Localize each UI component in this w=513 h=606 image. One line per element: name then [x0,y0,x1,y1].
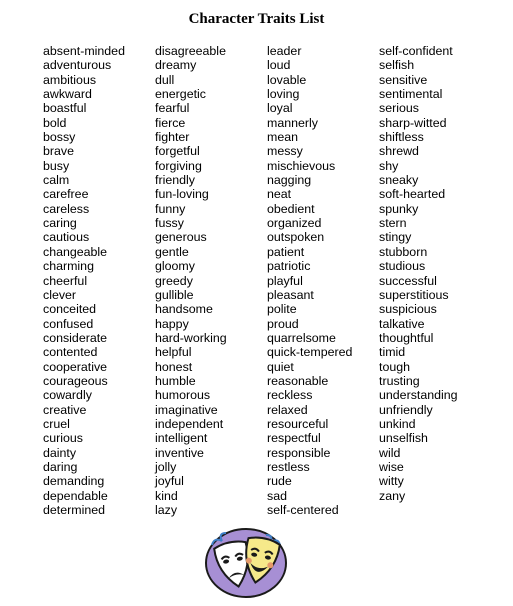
trait-item: leader [267,44,302,58]
trait-item: changeable [43,244,108,259]
trait-item: charming [43,259,94,274]
trait-item: forgetful [155,144,200,159]
trait-item: ambitious [43,72,97,87]
trait-item: sneaky [379,173,419,188]
trait-item: adventurous [43,58,112,73]
trait-item: fierce [155,115,186,130]
trait-item: proud [267,316,299,331]
trait-item: trusting [379,373,420,388]
trait-item: organized [267,216,322,231]
trait-item: clever [43,287,77,302]
trait-item: fearful [155,101,190,116]
trait-item: joyful [155,474,184,489]
trait-item: talkative [379,316,425,331]
trait-item: suspicious [379,302,437,317]
trait-item: unselfish [379,431,428,446]
trait-item: cooperative [43,359,108,374]
trait-item: dreamy [155,58,197,73]
trait-item: spunky [379,201,419,216]
trait-item: self-confident [379,44,453,58]
trait-item: fun-loving [155,187,209,202]
trait-item: friendly [155,173,195,188]
trait-item: generous [155,230,207,245]
trait-item: energetic [155,87,206,102]
trait-item: cowardly [43,388,92,403]
trait-item: conceited [43,302,97,317]
trait-item: sad [267,488,287,503]
trait-item: fighter [155,130,190,145]
trait-item: messy [267,144,303,159]
trait-item: neat [267,187,292,202]
trait-item: dainty [43,445,77,460]
trait-item: greedy [155,273,193,288]
trait-item: mean [267,130,298,145]
trait-item: patriotic [267,259,311,274]
trait-column-1 [43,44,125,517]
trait-item: nagging [267,173,312,188]
trait-item: selfish [379,58,415,73]
trait-item: inventive [155,445,204,460]
trait-item: helpful [155,345,192,360]
trait-item: shrewd [379,144,419,159]
trait-item: humble [155,373,196,388]
trait-column-2 [155,44,227,517]
trait-item: boastful [43,101,87,116]
trait-item: loyal [267,101,293,116]
trait-column-3 [267,44,352,517]
theater-masks-icon [204,527,288,599]
trait-item: confused [43,316,94,331]
trait-item: quarrelsome [267,330,336,345]
trait-item: courageous [43,373,108,388]
trait-item: successful [379,273,437,288]
trait-item: gloomy [155,259,195,274]
trait-item: unkind [379,416,416,431]
trait-item: stingy [379,230,412,245]
trait-column-4 [379,44,458,503]
trait-item: gentle [155,244,189,259]
trait-item: lovable [267,72,307,87]
trait-item: sentimental [379,87,443,102]
trait-item: bossy [43,130,76,145]
trait-item: caring [43,216,77,231]
trait-item: obedient [267,201,315,216]
page-title: Character Traits List [188,11,325,27]
trait-item: careless [43,201,90,216]
trait-item: studious [379,259,426,274]
trait-item: patient [267,244,305,259]
trait-item: intelligent [155,431,208,446]
trait-item: brave [43,144,74,159]
trait-item: rude [267,474,292,489]
trait-item: curious [43,431,83,446]
trait-item: restless [267,459,310,474]
trait-item: creative [43,402,87,417]
trait-item: superstitious [379,287,449,302]
trait-item: contented [43,345,98,360]
trait-item: self-centered [267,503,339,517]
trait-item: honest [155,359,193,374]
trait-item: reckless [267,388,313,403]
trait-item: carefree [43,187,89,202]
trait-item: relaxed [267,402,308,417]
trait-item: playful [267,273,303,288]
trait-item: hard-working [155,330,227,345]
trait-item: outspoken [267,230,325,245]
trait-item: stubborn [379,244,428,259]
trait-item: jolly [155,459,177,474]
trait-item: pleasant [267,287,314,302]
trait-item: humorous [155,388,211,403]
trait-item: funny [155,201,186,216]
trait-item: busy [43,158,70,173]
trait-item: fussy [155,216,184,231]
trait-item: loud [267,58,291,73]
trait-item: cautious [43,230,90,245]
trait-item: independent [155,416,224,431]
trait-item: tough [379,359,411,374]
trait-item: wild [379,445,401,460]
trait-item: daring [43,459,78,474]
trait-item: mischievous [267,158,336,173]
trait-item: sharp-witted [379,115,447,130]
trait-item: stern [379,216,407,231]
trait-item: shiftless [379,130,424,145]
trait-item: timid [379,345,406,360]
trait-item: happy [155,316,189,331]
trait-item: witty [379,474,404,489]
trait-item: reasonable [267,373,329,388]
trait-item: respectful [267,431,321,446]
trait-item: determined [43,503,105,517]
trait-item: lazy [155,503,178,517]
trait-item: handsome [155,302,213,317]
trait-item: loving [267,87,300,102]
trait-item: thoughtful [379,330,434,345]
trait-item: zany [379,488,406,503]
trait-item: cruel [43,416,70,431]
trait-item: soft-hearted [379,187,446,202]
trait-item: gullible [155,287,194,302]
trait-item: sensitive [379,72,428,87]
trait-item: serious [379,101,419,116]
trait-item: awkward [43,87,92,102]
trait-item: polite [267,302,297,317]
trait-item: mannerly [267,115,318,130]
trait-item: quick-tempered [267,345,353,360]
trait-item: resourceful [267,416,329,431]
trait-item: shy [379,158,399,173]
trait-item: dull [155,72,175,87]
trait-item: dependable [43,488,108,503]
trait-item: disagreeable [155,44,226,58]
trait-item: quiet [267,359,294,374]
trait-item: considerate [43,330,108,345]
trait-item: wise [379,459,404,474]
trait-item: calm [43,173,70,188]
trait-item: imaginative [155,402,218,417]
trait-item: responsible [267,445,331,460]
trait-item: cheerful [43,273,88,288]
trait-item: demanding [43,474,105,489]
trait-item: forgiving [155,158,202,173]
trait-item: understanding [379,388,458,403]
trait-item: bold [43,115,67,130]
trait-item: absent-minded [43,44,125,58]
trait-item: unfriendly [379,402,433,417]
trait-item: kind [155,488,178,503]
